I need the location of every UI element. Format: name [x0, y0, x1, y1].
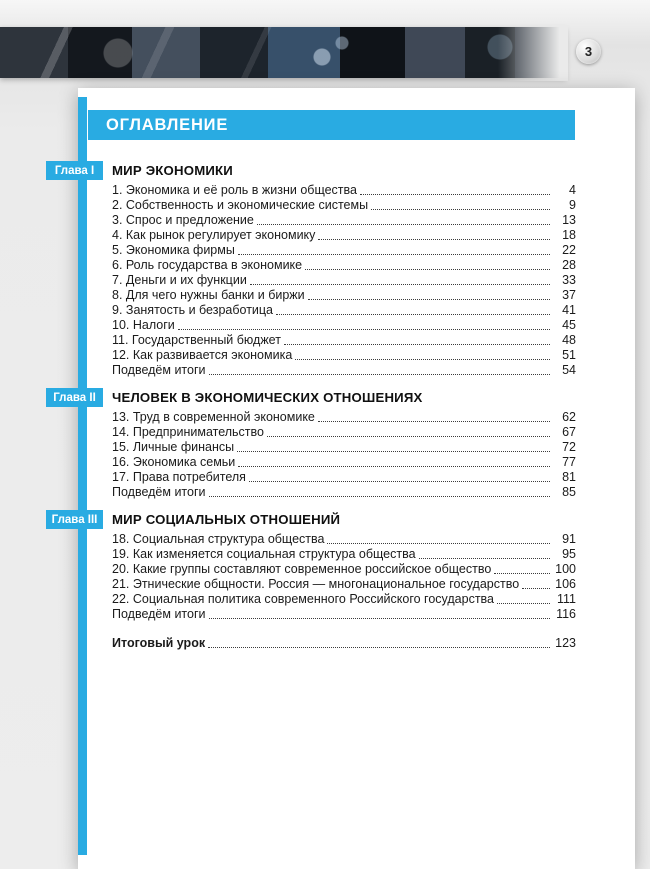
toc-entry-page: 22	[562, 243, 576, 257]
toc-entry-title: 12. Как развивается экономика	[112, 348, 293, 362]
photo-collage-banner	[0, 27, 566, 78]
toc-entry-page: 62	[562, 410, 576, 424]
toc-row	[112, 273, 576, 288]
toc-entry-title: 17. Права потребителя	[112, 470, 246, 484]
toc-chapters	[51, 162, 576, 622]
chapter-section-1	[54, 162, 576, 378]
toc-entry-page: 18	[562, 228, 576, 242]
dot-leader	[209, 618, 550, 619]
toc-entry-title: 16. Экономика семьи	[112, 455, 236, 469]
toc-entry-title: Подведём итоги	[112, 607, 206, 621]
toc-row	[112, 363, 576, 378]
toc-entry-page: 81	[562, 470, 576, 484]
toc-row	[112, 607, 576, 622]
dot-leader	[497, 603, 550, 604]
dot-leader	[305, 269, 550, 270]
toc-entry-page: 37	[562, 288, 576, 302]
chapter-section-2	[53, 389, 576, 500]
toc-row	[112, 547, 576, 562]
chapter-heading: МИР СОЦИАЛЬНЫХ ОТНОШЕНИЙ	[112, 512, 341, 527]
toc-entry-page: 9	[569, 198, 576, 212]
toc-row	[112, 410, 576, 425]
toc-entry-title: 8. Для чего нужны банки и биржи	[112, 288, 305, 302]
dot-leader	[249, 481, 550, 482]
toc-entry-page: 95	[562, 547, 576, 561]
dot-leader	[209, 496, 550, 497]
toc-row	[112, 532, 576, 547]
chapter-label: Глава III	[46, 510, 103, 529]
toc-row	[112, 348, 576, 363]
toc-entry-title: 11. Государственный бюджет	[112, 333, 281, 347]
chapter-section-3	[51, 511, 576, 622]
toc-entry-title: 13. Труд в современной экономике	[112, 410, 315, 424]
dot-leader	[238, 254, 550, 255]
toc-row	[112, 318, 576, 333]
toc-entry-page: 123	[555, 636, 576, 650]
dot-leader	[318, 239, 550, 240]
toc-row	[112, 228, 576, 243]
toc-entry-title: 4. Как рынок регулирует экономику	[112, 228, 316, 242]
toc-entry-page: 100	[555, 562, 576, 576]
toc-row	[112, 303, 576, 318]
toc-title-bar	[88, 110, 575, 140]
toc-row	[112, 198, 576, 213]
toc-entry-page: 48	[562, 333, 576, 347]
toc-entry-title: 6. Роль государства в экономике	[112, 258, 303, 272]
dot-leader	[208, 647, 550, 648]
dot-leader	[237, 451, 550, 452]
toc-row	[112, 213, 576, 228]
toc-entry-page: 51	[562, 348, 576, 362]
toc-entry-title: 20. Какие группы составляют современное российское общество	[112, 562, 492, 576]
toc-entry-page: 106	[555, 577, 576, 591]
dot-leader	[419, 558, 550, 559]
dot-leader	[276, 314, 550, 315]
toc-entry-title: 14. Предпринимательство	[112, 425, 264, 439]
toc-entry-title: 21. Этнические общности. Россия — многонациональное государство	[112, 577, 520, 591]
dot-leader	[178, 329, 550, 330]
toc-row	[112, 470, 576, 485]
toc-row-final	[112, 636, 576, 651]
dot-leader	[257, 224, 550, 225]
toc-entry-page: 45	[562, 318, 576, 332]
toc-entry-title: 22. Социальная политика современного Российского государства	[112, 592, 494, 606]
toc-entry-page: 4	[569, 183, 576, 197]
chapter-heading: МИР ЭКОНОМИКИ	[112, 163, 233, 178]
toc-entry-page: 85	[562, 485, 576, 499]
toc-entry-title: 5. Экономика фирмы	[112, 243, 235, 257]
chapter-label: Глава I	[46, 161, 103, 180]
toc-entry-title: 9. Занятость и безработица	[112, 303, 274, 317]
dot-leader	[360, 194, 550, 195]
toc-entry-page: 77	[562, 455, 576, 469]
toc-entry-page: 67	[562, 425, 576, 439]
toc-entry-page: 33	[562, 273, 576, 287]
toc-row	[112, 243, 576, 258]
chapter-label: Глава II	[46, 388, 103, 407]
toc-entry-title: 10. Налоги	[112, 318, 175, 332]
toc-row	[112, 183, 576, 198]
toc-entry-title: 15. Личные финансы	[112, 440, 235, 454]
left-accent-stripe	[78, 97, 87, 855]
chapter-heading: ЧЕЛОВЕК В ЭКОНОМИЧЕСКИХ ОТНОШЕНИЯХ	[112, 390, 423, 405]
toc-entry-page: 54	[562, 363, 576, 377]
toc-row	[112, 562, 576, 577]
toc-row	[112, 288, 576, 303]
toc-entry-title: 18. Социальная структура общества	[112, 532, 325, 546]
toc-entry-title: 2. Собственность и экономические системы	[112, 198, 369, 212]
toc-entry-title: 3. Спрос и предложение	[112, 213, 254, 227]
toc-entry-page: 72	[562, 440, 576, 454]
dot-leader	[250, 284, 550, 285]
toc-content	[51, 162, 576, 651]
dot-leader	[284, 344, 550, 345]
toc-entry-title: 7. Деньги и их функции	[112, 273, 247, 287]
toc-row	[112, 485, 576, 500]
toc-title: ОГЛАВЛЕНИЕ	[106, 115, 229, 134]
dot-leader	[371, 209, 550, 210]
dot-leader	[209, 374, 550, 375]
toc-entry-title: 19. Как изменяется социальная структура общества	[112, 547, 416, 561]
toc-row	[112, 258, 576, 273]
dot-leader	[318, 421, 550, 422]
toc-entry-title: 1. Экономика и её роль в жизни общества	[112, 183, 357, 197]
toc-entry-page: 41	[562, 303, 576, 317]
toc-entry-page: 91	[562, 532, 576, 546]
dot-leader	[327, 543, 550, 544]
toc-entry-title: Подведём итоги	[112, 485, 206, 499]
toc-row	[112, 577, 576, 592]
dot-leader	[238, 466, 550, 467]
dot-leader	[494, 573, 550, 574]
toc-entry-title: Итоговый урок	[112, 636, 206, 650]
dot-leader	[267, 436, 550, 437]
page-number: 3	[584, 44, 593, 59]
toc-row	[112, 455, 576, 470]
toc-row	[112, 425, 576, 440]
toc-entry-title: Подведём итоги	[112, 363, 206, 377]
toc-row	[112, 592, 576, 607]
toc-row	[112, 440, 576, 455]
page-number-badge	[576, 39, 601, 64]
toc-entry-page: 13	[562, 213, 576, 227]
dot-leader	[522, 588, 550, 589]
dot-leader	[308, 299, 550, 300]
toc-row	[112, 333, 576, 348]
toc-entry-page: 28	[562, 258, 576, 272]
dot-leader	[295, 359, 550, 360]
toc-entry-page: 116	[556, 607, 576, 621]
toc-entry-page: 111	[556, 592, 576, 606]
book-page	[51, 88, 635, 869]
